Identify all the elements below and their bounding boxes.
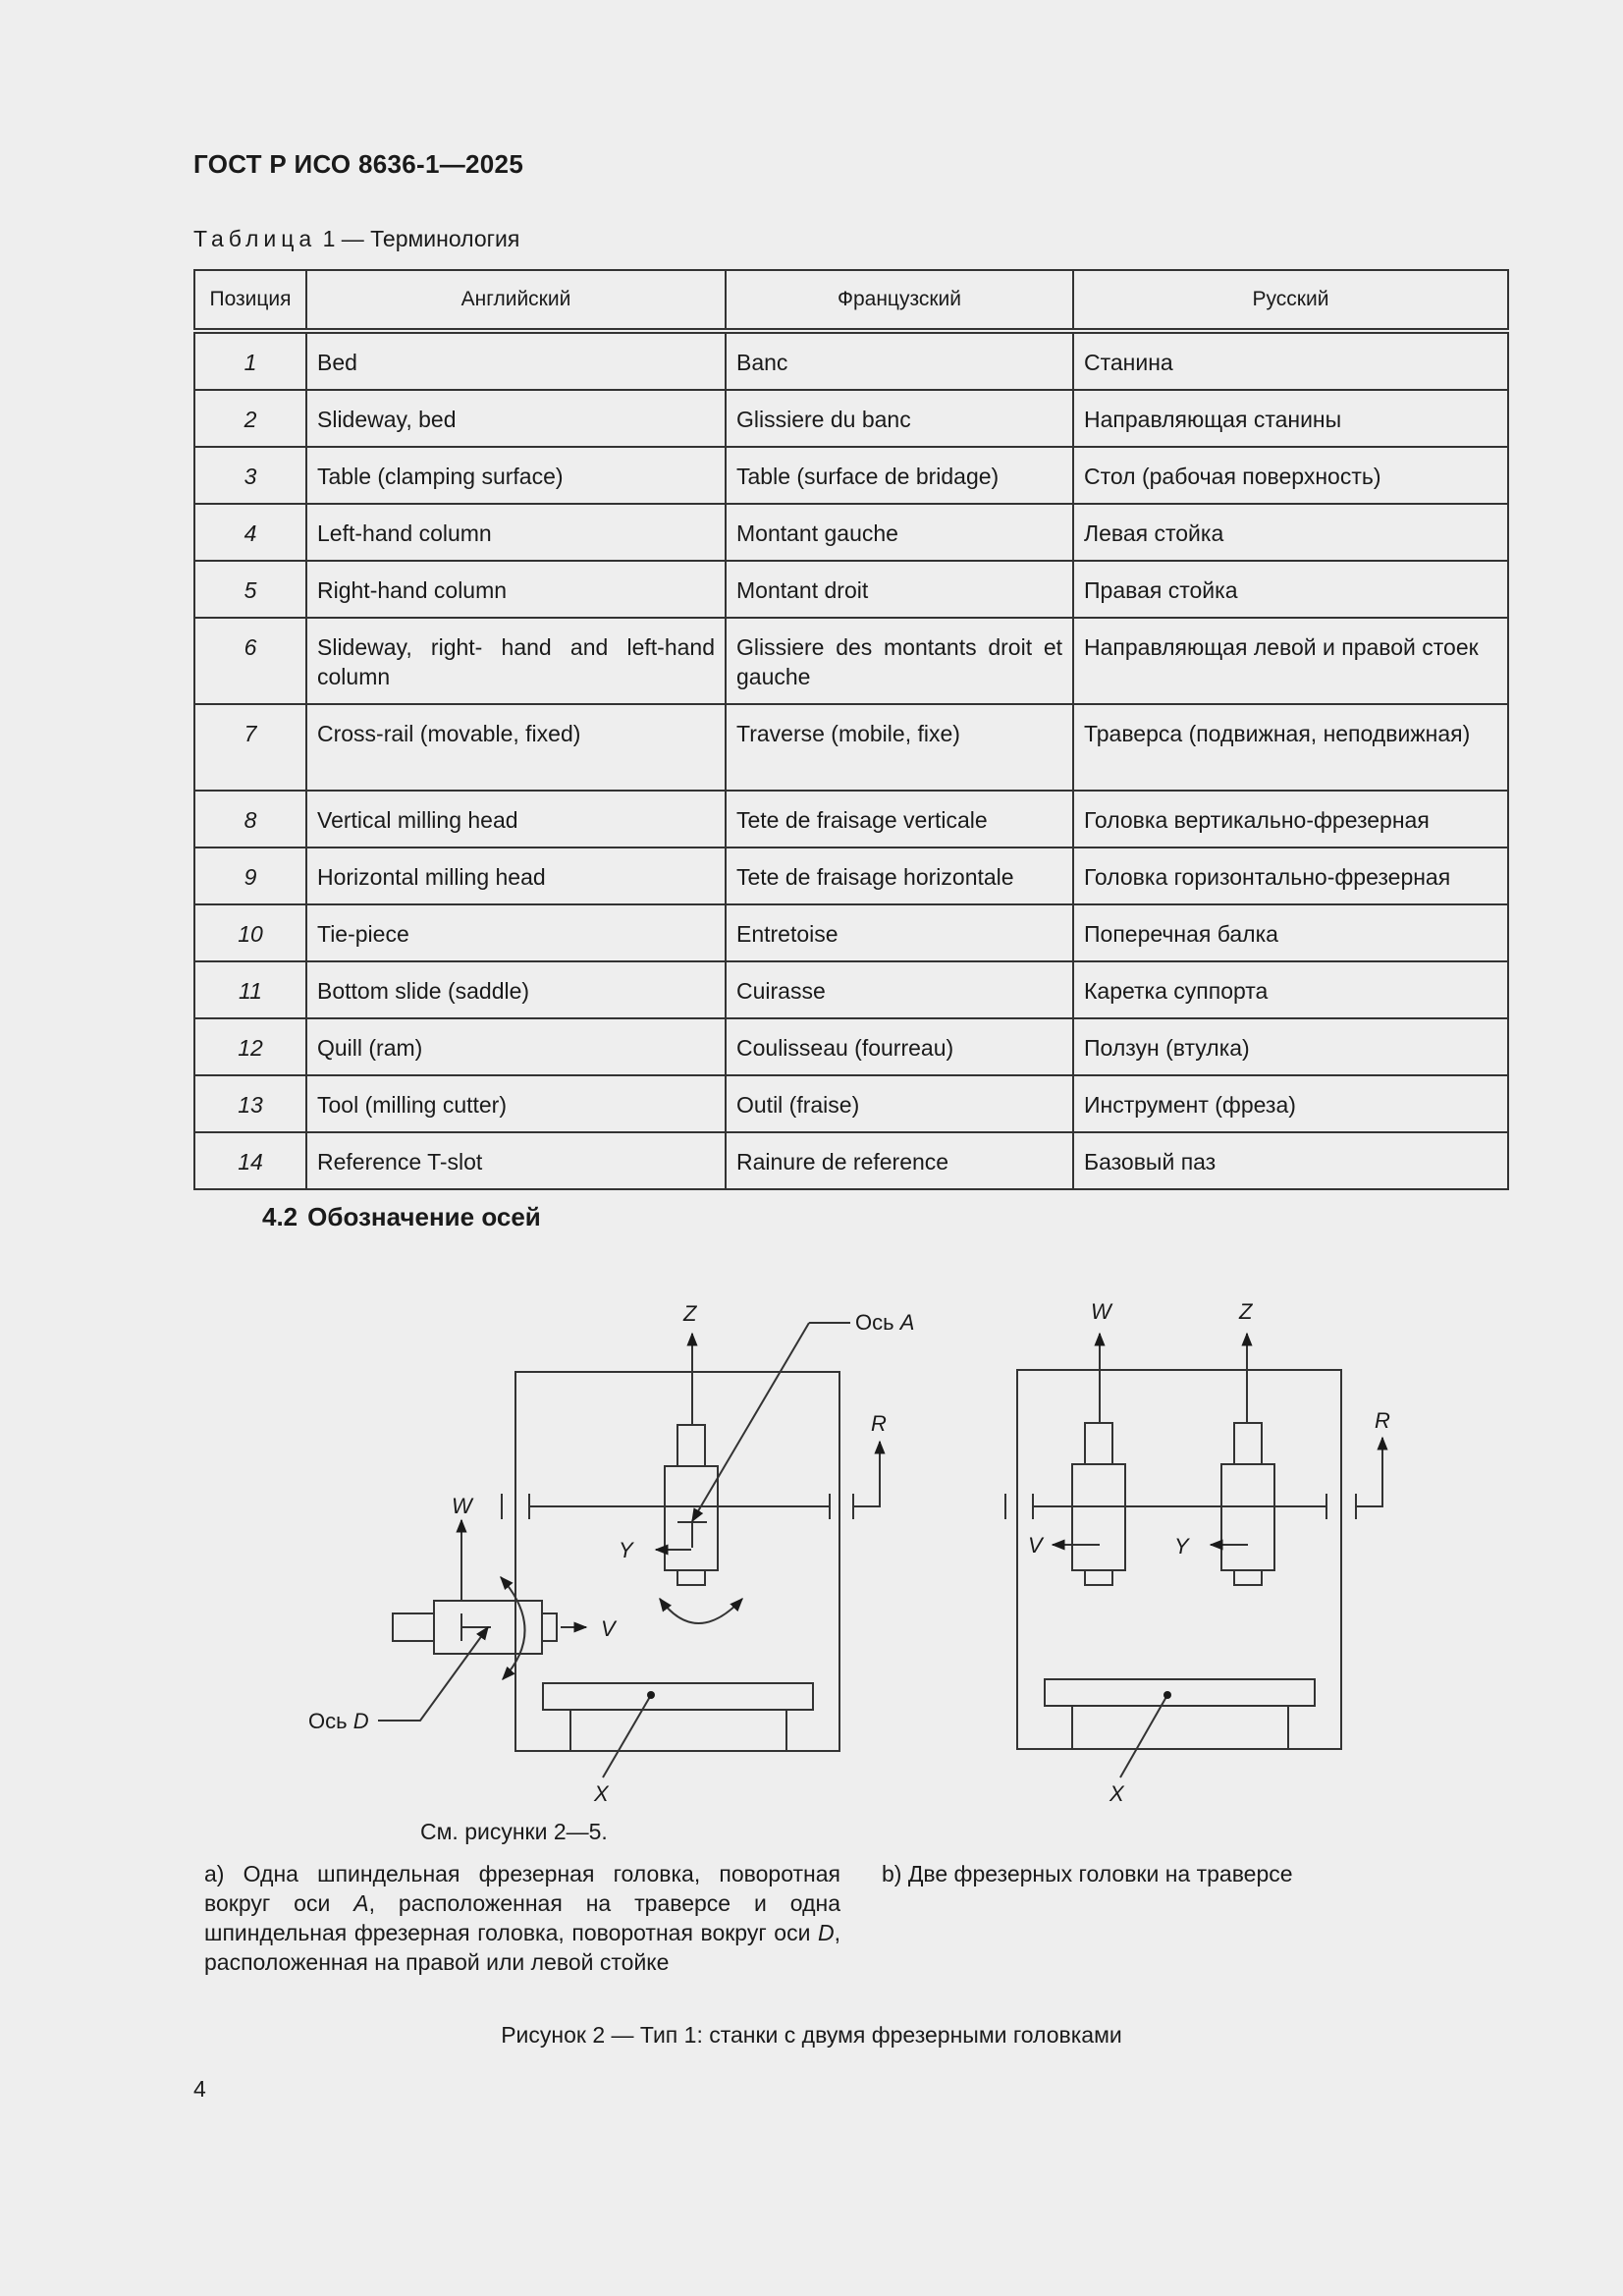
horizontal-head-spindle: [393, 1613, 434, 1641]
english-cell: Bed: [306, 331, 726, 390]
russian-cell: Головка горизонтально-фрезерная: [1073, 847, 1508, 904]
russian-cell: Левая стойка: [1073, 504, 1508, 561]
russian-cell: Стол (рабочая поверхность): [1073, 447, 1508, 504]
standard-code: ГОСТ Р ИСО 8636-1—2025: [193, 149, 524, 179]
x-axis-leader: [603, 1695, 651, 1777]
table-row: [194, 847, 1508, 904]
position-cell: 5: [194, 561, 306, 618]
subcaption-a: a) Одна шпиндельная фрезерная головка, поворотная вокруг оси A, расположенная на траверсе и одна шпиндельная фрезерная головка, поворотная вокруг оси D, расположенная на правой или левой стойке: [204, 1861, 841, 1975]
french-cell: Cuirasse: [726, 961, 1073, 1018]
english-cell: Right-hand column: [306, 561, 726, 618]
column-header: Английский: [306, 270, 726, 331]
axis-a-leader: [692, 1323, 809, 1521]
position-cell: 7: [194, 704, 306, 791]
w-label: W: [452, 1494, 472, 1518]
english-cell: Horizontal milling head: [306, 847, 726, 904]
section-number: 4.2: [262, 1202, 298, 1231]
position-cell: 9: [194, 847, 306, 904]
head-2-top: [1234, 1423, 1262, 1464]
table-caption: [193, 226, 519, 252]
table-row: [194, 791, 1508, 847]
column-header: Французский: [726, 270, 1073, 331]
french-cell: Glissiere des montants droit et gauche: [726, 618, 1073, 704]
v-label: V: [1028, 1533, 1043, 1558]
english-cell: Tie-piece: [306, 904, 726, 961]
english-cell: Slideway, bed: [306, 390, 726, 447]
horizontal-head-end: [542, 1613, 557, 1641]
machine-table: [543, 1683, 813, 1710]
french-cell: Tete de fraisage horizontale: [726, 847, 1073, 904]
french-cell: Montant droit: [726, 561, 1073, 618]
x-label: X: [594, 1781, 609, 1806]
french-cell: Montant gauche: [726, 504, 1073, 561]
table-row: [194, 904, 1508, 961]
russian-cell: Станина: [1073, 331, 1508, 390]
z-label: Z: [1239, 1299, 1253, 1324]
head-2-spindle: [1234, 1570, 1262, 1585]
table-row: [194, 504, 1508, 561]
vertical-head-spindle: [677, 1570, 705, 1585]
position-cell: 12: [194, 1018, 306, 1075]
column-header: Позиция: [194, 270, 306, 331]
subcaption-b: b) Две фрезерных головки на траверсе: [882, 1861, 1293, 1886]
french-cell: Glissiere du banc: [726, 390, 1073, 447]
french-cell: Entretoise: [726, 904, 1073, 961]
r-axis-arrow: [853, 1442, 880, 1506]
table-row: [194, 390, 1508, 447]
russian-cell: Поперечная балка: [1073, 904, 1508, 961]
table-row: [194, 447, 1508, 504]
column-header: Русский: [1073, 270, 1508, 331]
table-row: [194, 618, 1508, 704]
reference-point: [647, 1691, 655, 1699]
position-cell: 11: [194, 961, 306, 1018]
v-label: V: [601, 1616, 616, 1641]
position-cell: 13: [194, 1075, 306, 1132]
table-header-row: [194, 270, 1508, 331]
english-cell: Cross-rail (movable, fixed): [306, 704, 726, 791]
page-number: 4: [193, 2076, 206, 2102]
position-cell: 14: [194, 1132, 306, 1189]
english-cell: Vertical milling head: [306, 791, 726, 847]
x-label: X: [1109, 1781, 1124, 1806]
table-row: [194, 561, 1508, 618]
see-figures-note: См. рисунки 2—5.: [420, 1819, 608, 1844]
machine-b-drawing: [1005, 1334, 1382, 1777]
french-cell: Table (surface de bridage): [726, 447, 1073, 504]
w-label: W: [1091, 1299, 1111, 1324]
table-row: [194, 704, 1508, 791]
machine-frame: [1017, 1370, 1341, 1749]
french-cell: Traverse (mobile, fixe): [726, 704, 1073, 791]
position-cell: 10: [194, 904, 306, 961]
milling-head-1: [1072, 1464, 1125, 1570]
head-1-top: [1085, 1423, 1112, 1464]
r-axis-arrow: [1356, 1438, 1382, 1506]
position-cell: 8: [194, 791, 306, 847]
russian-cell: Направляющая левой и правой стоек: [1073, 618, 1508, 704]
table-row: [194, 1132, 1508, 1189]
x-axis-leader: [1120, 1695, 1167, 1777]
machine-table: [1045, 1679, 1315, 1706]
russian-cell: Ползун (втулка): [1073, 1018, 1508, 1075]
figure-title: Рисунок 2 — Тип 1: станки с двумя фрезерными головками: [501, 2022, 1122, 2048]
section-heading: [262, 1202, 541, 1232]
russian-cell: Правая стойка: [1073, 561, 1508, 618]
axis-a-label: Ось A: [855, 1310, 915, 1335]
english-cell: Left-hand column: [306, 504, 726, 561]
english-cell: Slideway, right- hand and left-hand column: [306, 618, 726, 704]
french-cell: Coulisseau (fourreau): [726, 1018, 1073, 1075]
section-title: Обозначение осей: [307, 1202, 541, 1231]
rotation-a-arrow: [660, 1599, 742, 1623]
russian-cell: Направляющая станины: [1073, 390, 1508, 447]
russian-cell: Головка вертикально-фрезерная: [1073, 791, 1508, 847]
position-cell: 6: [194, 618, 306, 704]
english-cell: Table (clamping surface): [306, 447, 726, 504]
english-cell: Reference T-slot: [306, 1132, 726, 1189]
z-label: Z: [683, 1301, 697, 1326]
y-label: Y: [619, 1538, 633, 1562]
table-row: [194, 331, 1508, 390]
russian-cell: Траверса (подвижная, неподвижная): [1073, 704, 1508, 791]
y-label: Y: [1174, 1534, 1189, 1558]
position-cell: 1: [194, 331, 306, 390]
french-cell: Tete de fraisage verticale: [726, 791, 1073, 847]
head-1-spindle: [1085, 1570, 1112, 1585]
vertical-head-top: [677, 1425, 705, 1466]
english-cell: Bottom slide (saddle): [306, 961, 726, 1018]
milling-head-2: [1221, 1464, 1274, 1570]
russian-cell: Каретка суппорта: [1073, 961, 1508, 1018]
russian-cell: Базовый паз: [1073, 1132, 1508, 1189]
axis-d-label: Ось D: [308, 1709, 369, 1733]
table-row: [194, 961, 1508, 1018]
french-cell: Banc: [726, 331, 1073, 390]
position-cell: 2: [194, 390, 306, 447]
table-row: [194, 1018, 1508, 1075]
french-cell: Outil (fraise): [726, 1075, 1073, 1132]
english-cell: Quill (ram): [306, 1018, 726, 1075]
russian-cell: Инструмент (фреза): [1073, 1075, 1508, 1132]
reference-point: [1163, 1691, 1171, 1699]
position-cell: 3: [194, 447, 306, 504]
vertical-milling-head: [665, 1466, 718, 1570]
english-cell: Tool (milling cutter): [306, 1075, 726, 1132]
terminology-table: [193, 269, 1509, 1190]
table-caption-word: Таблица: [193, 226, 317, 251]
table-row: [194, 1075, 1508, 1132]
axes-diagram: [0, 1277, 1623, 1817]
table-caption-rest: 1 — Терминология: [322, 226, 520, 251]
position-cell: 4: [194, 504, 306, 561]
french-cell: Rainure de reference: [726, 1132, 1073, 1189]
rotation-d-arrow: [501, 1577, 525, 1679]
r-label: R: [871, 1411, 887, 1436]
r-label: R: [1375, 1408, 1390, 1433]
